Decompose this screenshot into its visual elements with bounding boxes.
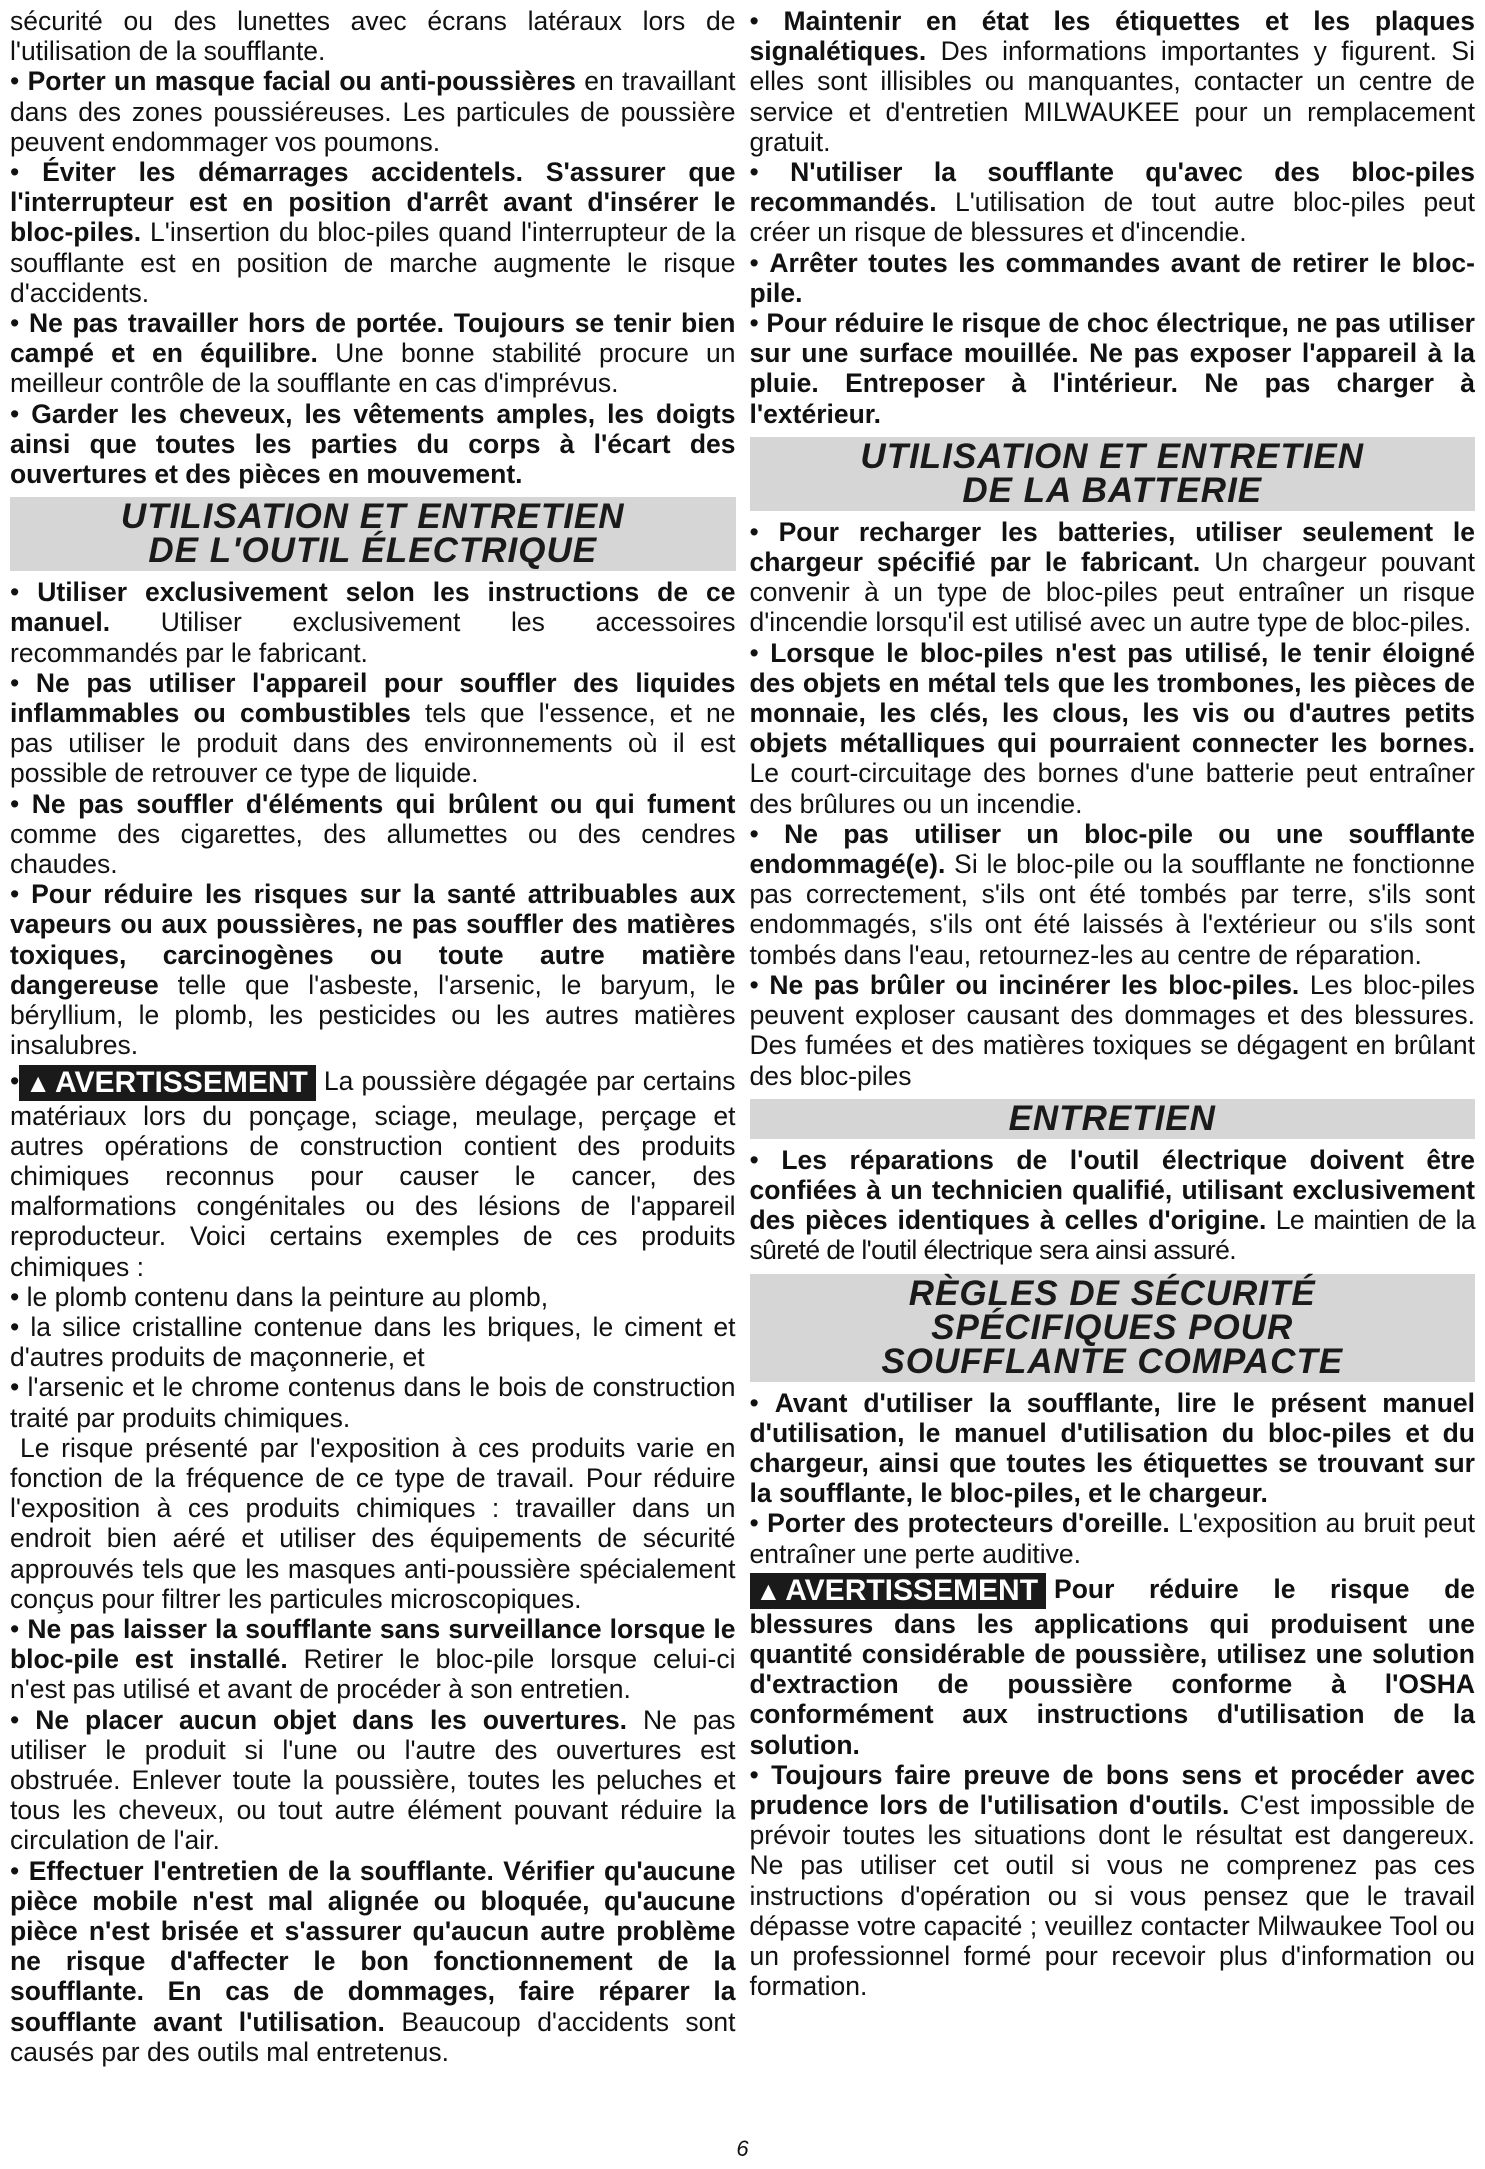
chemical-item: • la silice cristalline contenue dans les briques, le ciment et d'autres produits de maçonnerie, et [10,1311,736,1373]
bullet-electric-shock: • Pour réduire le risque de choc électrique, ne pas utiliser sur une surface mouillée. Ne pas exposer l'appareil à la pluie. Entreposer à l'intérieur. Ne pas charger à l'extérieur. [749,308,1475,429]
chemical-item: • l'arsenic et le chrome contenus dans le bois de construction traité par produits chimiques. [10,1372,736,1433]
warning-dust: • ▲ AVERTISSEMENT La poussière dégagée par certains matériaux lors du ponçage, sciage, meulage, perçage et autres opérations de construction contient des produits chimiques reconnus pour causer le cancer, des malformations congénitales ou des lésions de l'appareil reproducteur. Voici certains exemples de ces produits chimiques : [10,1065,736,1282]
paragraph: sécurité ou des lunettes avec écrans latéraux lors de l'utilisation de la soufflante. [10,6,736,67]
section-heading-tool-use: UTILISATION ET ENTRETIEN DE L'OUTIL ÉLECTRIQUE [10,497,736,571]
bullet-read-manual: • Avant d'utiliser la soufflante, lire le présent manuel d'utilisation, le manuel d'utilisation du bloc-piles et du chargeur, ainsi que toutes les étiquettes se trouvant sur la soufflante, le bloc-piles, et le chargeur. [749,1387,1475,1509]
bullet-reach: • Ne pas travailler hors de portée. Toujours se tenir bien campé et en équilibre. Une bonne stabilité procure un meilleur contrôle de la soufflante en cas d'imprévus. [10,308,736,399]
paragraph-risk: Le risque présenté par l'exposition à ces produits varie en fonction de la fréquence de ce type de travail. Pour réduire l'exposition à ces produits chimiques : travailler dans un endroit bien aéré et utiliser des équipements de sécurité approuvés tels que les masques anti-poussière spécialement conçus pour filtrer les particules microscopiques. [10,1432,736,1614]
bullet-maintenance: • Effectuer l'entretien de la soufflante. Vérifier qu'aucune pièce mobile n'est mal alignée ou bloquée, qu'aucune pièce n'est brisée et s'assurer qu'aucun autre problème ne risque d'affecter le bon fonctionnement de la soufflante. En cas de dommages, faire réparer la soufflante avant l'utilisation. Beaucoup d'accidents sont causés par des outils mal entretenus. [10,1855,736,2067]
section-heading-specific-rules: RÈGLES DE SÉCURITÉ SPÉCIFIQUES POUR SOUFFLANTE COMPACTE [750,1274,1476,1382]
bullet-hair: • Garder les cheveux, les vêtements amples, les doigts ainsi que toutes les parties du corps à l'écart des ouvertures et des pièces en mouvement. [10,398,736,490]
bullet-charger: • Pour recharger les batteries, utiliser seulement le chargeur spécifié par le fabricant. Un chargeur pouvant convenir à un type de bloc-piles peut entraîner un risque d'incendie lorsqu'il est utilisé avec un autre type de bloc-piles. [749,516,1475,638]
warning-triangle-icon: ▲ [25,1067,52,1098]
bullet-liquids: • Ne pas utiliser l'appareil pour souffler des liquides inflammables ou combustibles tels que l'essence, et ne pas utiliser le produit dans des environnements où il est possible de retrouver ce type de liquide. [10,667,736,789]
bullet-metal-objects: • Lorsque le bloc-piles n'est pas utilisé, le tenir éloigné des objets en métal tels que les trombones, les pièces de monnaie, les clés, les clous, les vis ou d'autres petits objets métalliques qui pourraient connecter les bornes. Le court-circuitage des bornes d'une batterie peut entraîner des brûlures ou un incendie. [749,637,1475,819]
bullet-incinerate: • Ne pas brûler ou incinérer les bloc-piles. Les bloc-piles peuvent exploser causant des dommages et des blessures. Des fumées et des matières toxiques se dégagent en brûlant des bloc-piles [749,969,1476,1091]
bullet-health: • Pour réduire les risques sur la santé attribuables aux vapeurs ou aux poussières, ne pas souffler des matières toxiques, carcinogènes ou toute autre matière dangereuse telle que l'asbeste, l'arsenic, le baryum, le béryllium, le plomb, les pesticides ou les autres matières insalubres. [10,879,736,1061]
warning-dust-extraction: ▲ AVERTISSEMENT Pour réduire le risque de blessures dans les applications qui produisent une quantité considérable de poussière, utilisez une solution d'extraction de poussière conforme à l'OSHA conformément aux instructions d'utilisation de la solution. [749,1573,1475,1760]
warning-badge: ▲ AVERTISSEMENT [750,1573,1047,1609]
bullet-mask: • Porter un masque facial ou anti-poussières en travaillant dans des zones poussiéreuses. Les particules de poussière peuvent endommager vos poumons. [10,66,736,157]
left-column [10,6,736,2136]
manual-page [10,6,1475,2136]
right-column [750,6,1476,2136]
section-heading-battery: UTILISATION ET ENTRETIEN DE LA BATTERIE [750,437,1476,511]
bullet-unattended: • Ne pas laisser la soufflante sans surveillance lorsque le bloc-pile est installé. Retirer le bloc-pile lorsque celui-ci n'est pas utilisé et avant de procéder à son entretien. [10,1613,736,1705]
bullet-stop-controls: • Arrêter toutes les commandes avant de retirer le bloc-pile. [749,247,1475,308]
warning-triangle-icon: ▲ [755,1575,782,1606]
chemical-item: • le plomb contenu dans la peinture au plomb, [10,1281,549,1312]
section-heading-maintenance: ENTRETIEN [750,1099,1476,1139]
warning-badge: ▲ AVERTISSEMENT [19,1065,316,1101]
bullet-accidental-start: • Éviter les démarrages accidentels. S'assurer que l'interrupteur est en position d'arrêt avant d'insérer le bloc-piles. L'insertion du bloc-piles quand l'interrupteur de la soufflante est en position de marche augmente le risque d'accidents. [10,157,736,308]
bullet-common-sense: • Toujours faire preuve de bons sens et procéder avec prudence lors de l'utilisation d'outils. C'est impossible de prévoir toutes les situations dont le résultat est dangereux. Ne pas utiliser cet outil si vous ne comprenez pas ces instructions d'opération ou si vous pensez que le travail dépasse votre capacité ; veuillez contacter Milwaukee Tool ou un professionnel formé pour recevoir plus d'information ou formation. [749,1759,1475,2002]
bullet-openings: • Ne placer aucun objet dans les ouvertures. Ne pas utiliser le produit si l'une ou l'autre des ouvertures est obstruée. Enlever toute la poussière, toutes les peluches et tous les cheveux, ou tout autre élément pouvant réduire la circulation de l'air. [10,1704,736,1856]
bullet-ear-protection: • Porter des protecteurs d'oreille. L'exposition au bruit peut entraîner une perte auditive. [749,1508,1476,1569]
bullet-repairs: • Les réparations de l'outil électrique doivent être confiées à un technicien qualifié, utilisant exclusivement des pièces identiques à celles d'origine. Le maintien de la sûreté de l'outil électrique sera ainsi assuré. [749,1144,1475,1266]
page-number: 6 [736,2136,749,2161]
bullet-recommended-packs: • N'utiliser la soufflante qu'avec des bloc-piles recommandés. L'utilisation de tout autre bloc-piles peut créer un risque de blessures et d'incendie. [749,157,1476,248]
bullet-instructions: • Utiliser exclusivement selon les instructions de ce manuel. Utiliser exclusivement les accessoires recommandés par le fabricant. [10,577,736,668]
bullet-labels: • Maintenir en état les étiquettes et les plaques signalétiques. Des informations importantes y figurent. Si elles sont illisibles ou manquantes, contacter un centre de service et d'entretien MILWAUKEE pour un remplacement gratuit. [749,6,1476,157]
bullet-damaged: • Ne pas utiliser un bloc-pile ou une soufflante endommagé(e). Si le bloc-pile ou la soufflante ne fonctionne pas correctement, s'ils ont été tombés par terre, s'ils sont endommagés, s'ils ont été laissés à l'extérieur ou s'ils sont tombés dans l'eau, retournez-les au centre de réparation. [749,818,1476,970]
bullet-burning: • Ne pas souffler d'éléments qui brûlent ou qui fument comme des cigarettes, des allumettes ou des cendres chaudes. [10,788,736,880]
